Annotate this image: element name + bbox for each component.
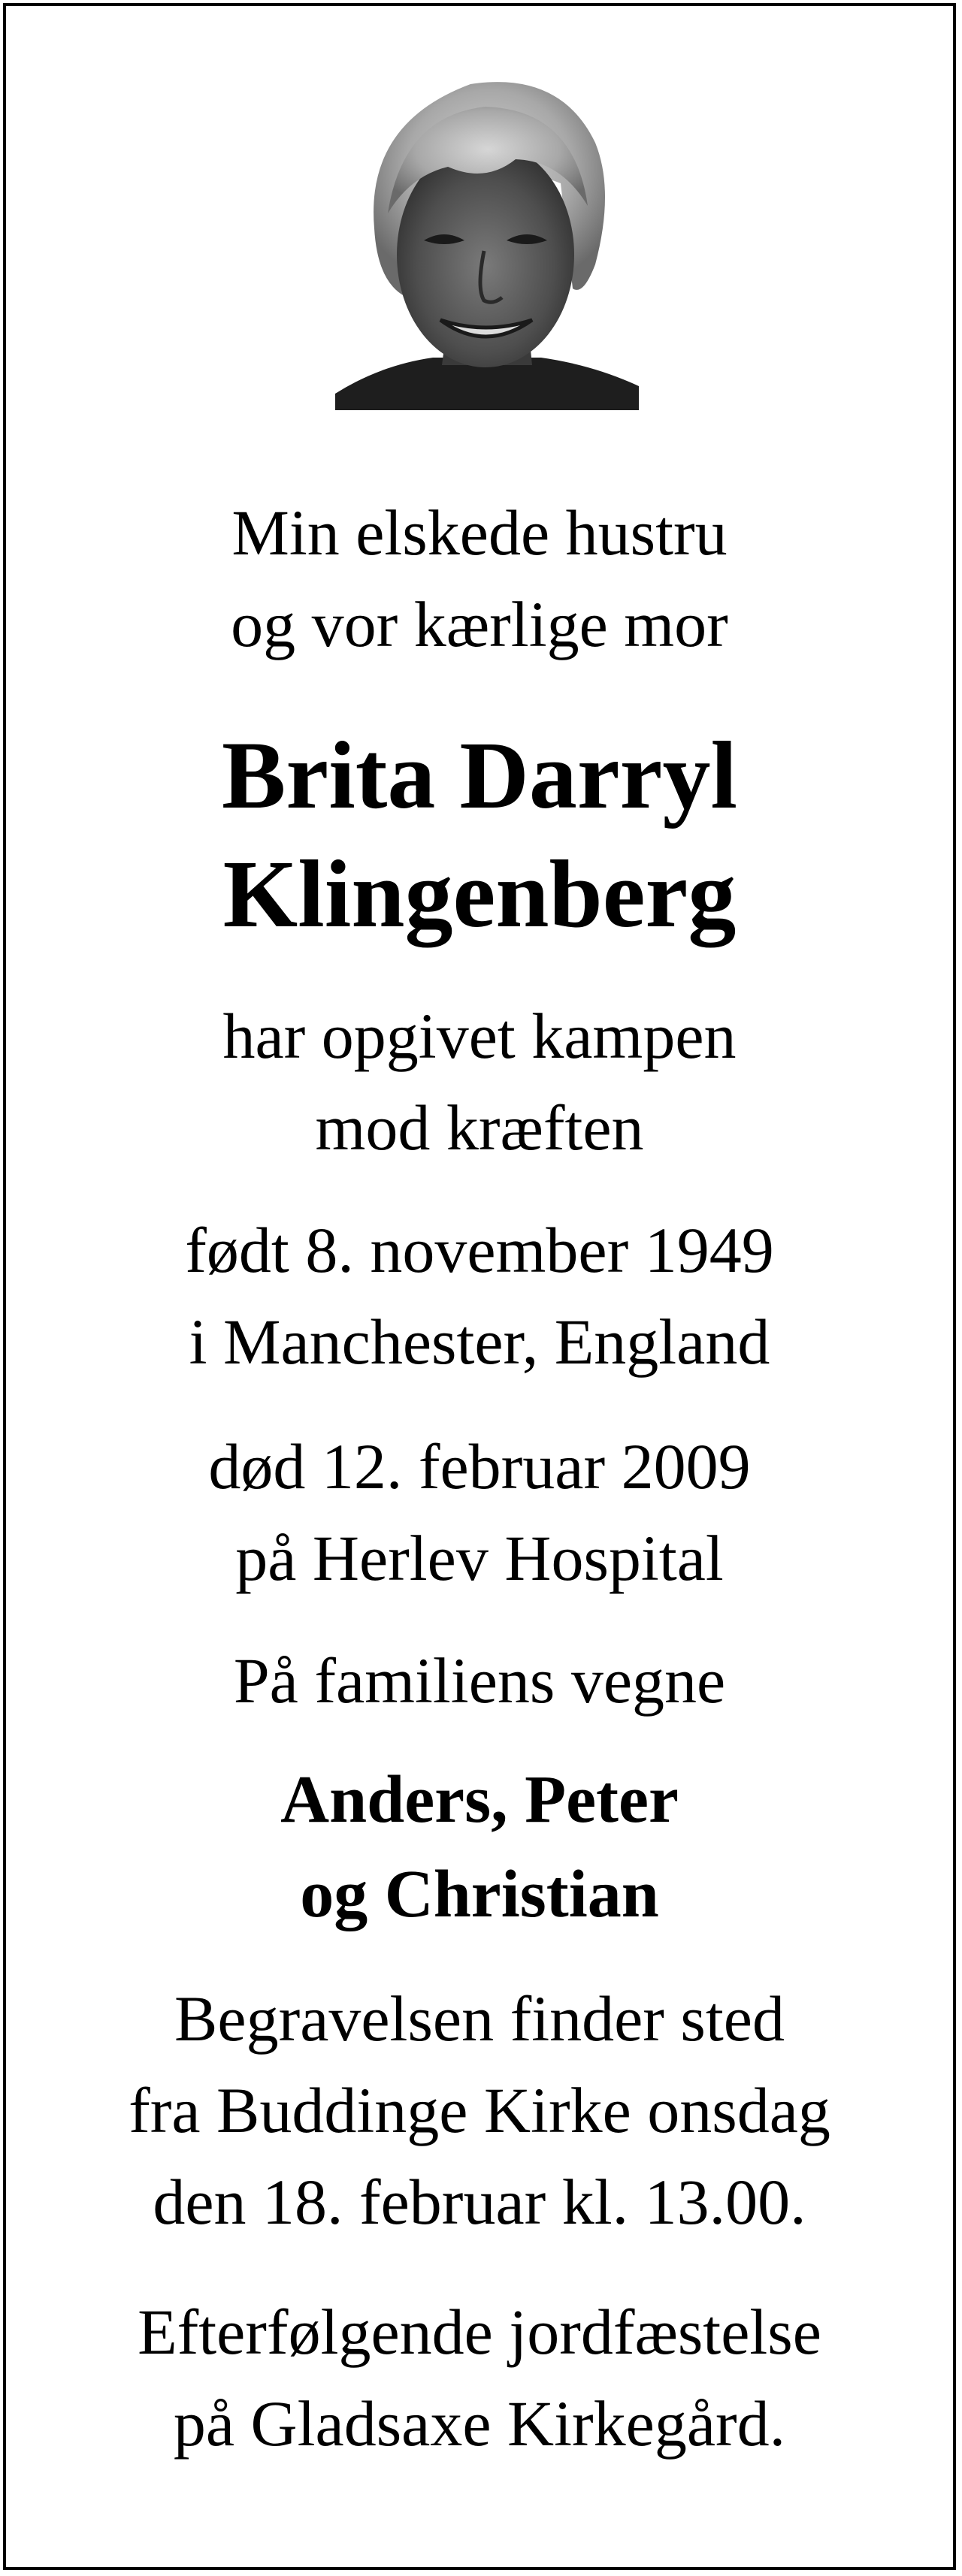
deceased-name [21,716,938,953]
funeral-line-1: Begravelsen finder sted [174,1983,785,2055]
signatories-line-2: og Christian [300,1857,659,1931]
signatories-line-1: Anders, Peter [280,1762,679,1837]
death-line-1: død 12. februar 2009 [208,1430,751,1502]
funeral-text [21,1973,938,2248]
portrait-photo [335,71,639,410]
signatories-text [21,1753,938,1942]
death-text [21,1421,938,1604]
intro-line-1: Min elskede hustru [231,497,728,569]
cause-text [21,990,938,1173]
name-line-2: Klingenberg [222,841,737,947]
name-line-1: Brita Darryl [222,722,737,829]
birth-line-1: født 8. november 1949 [185,1214,774,1286]
burial-line-2: på Gladsaxe Kirkegård. [173,2387,786,2460]
birth-text [21,1204,938,1388]
intro-line-2: og vor kærlige mor [231,588,728,660]
family-intro-line: På familiens vegne [233,1644,726,1717]
cause-line-2: mod kræften [315,1092,644,1164]
funeral-line-2: fra Buddinge Kirke onsdag [129,2074,830,2146]
obituary-frame [3,3,956,2570]
birth-line-2: i Manchester, England [189,1306,770,1378]
funeral-line-3: den 18. februar kl. 13.00. [153,2166,806,2238]
cause-line-1: har opgivet kampen [222,1000,737,1072]
portrait-image [335,71,639,410]
burial-text [21,2286,938,2469]
intro-text [21,487,938,670]
burial-line-1: Efterfølgende jordfæstelse [138,2296,821,2368]
family-intro-text [21,1635,938,1726]
death-line-2: på Herlev Hospital [235,1522,724,1594]
